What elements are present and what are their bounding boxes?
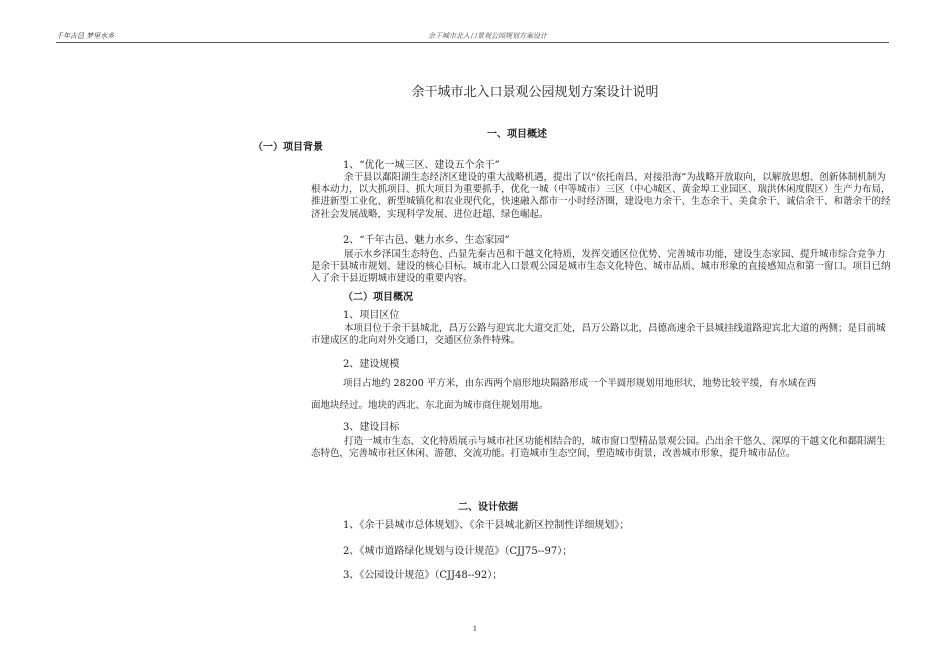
item-2-2-paragraph-line-1: 项目占地约 28200 平方米，由东西两个扇形地块隔路形成一个半圆形规划用地形状，地势比较平缓，有水域在西 <box>343 378 817 389</box>
item-2-1-paragraph: 本项目位于余干县城北，昌万公路与迎宾北大道交汇处，昌万公路以北，昌德高速余干县城挂线道路迎宾北大道的两侧；是目前城市建成区的北向对外交通口，交通区位条件特殊。 <box>311 323 886 347</box>
document-title: 余干城市北入口景观公园规划方案设计说明 <box>411 85 659 100</box>
item-2-2-title: 2、建设规模 <box>343 359 400 370</box>
header-center-text: 余干城市北入口景观公园规划方案设计 <box>428 32 547 40</box>
basis-item-3: 3、《公园设计规范》（CJJ48--92）； <box>343 570 503 581</box>
page-number: 1 <box>472 625 478 633</box>
item-2-1-title: 1、项目区位 <box>343 310 400 321</box>
header-divider <box>56 42 889 43</box>
subsection-2-heading: （二）项目概况 <box>343 292 413 303</box>
item-2-2-paragraph-line-2: 面地块经过。地块的西北、东北面为城市商住规划用地。 <box>311 400 549 411</box>
item-1-1-title: 1、“优化一城三区、建设五个余干” <box>343 160 500 171</box>
item-1-2-paragraph: 展示水乡泽国生态特色、凸显先秦古邑和干越文化特质，发挥交通区位优势、完善城市功能，建设生态家园、提升城市综合竞争力是余干县城市规划、建设的核心目标。城市北入口景观公园是城市生态文化特色、城市品质、城市形象的直接感知点和第一窗口。项目已纳入了余干县近期城市建设的重要内容。 <box>311 249 891 285</box>
item-1-2-title: 2、“千年古邑、魅力水乡、生态家园” <box>343 235 510 246</box>
section-1-heading: 一、项目概述 <box>487 129 547 140</box>
section-2-heading: 二、设计依据 <box>458 502 518 513</box>
basis-item-1: 1、《余干县城市总体规划》、《余干县城北新区控制性详细规划》； <box>343 520 630 531</box>
basis-item-2: 2、《城市道路绿化规划与设计规范》（CJJ75--97）； <box>343 546 573 557</box>
item-2-3-paragraph: 打造一城市生态、文化特质展示与城市社区功能相结合的，城市窗口型精品景观公园。凸出余干悠久、深厚的干越文化和鄱阳湖生态特色，完善城市社区休闲、游憩、交流功能。打造城市生态空间，塑造城市街景，改善城市形象，提升城市品位。 <box>311 436 886 460</box>
header-left-text: 千年古邑 梦里水乡 <box>56 32 115 40</box>
item-2-3-title: 3、建设目标 <box>343 422 400 433</box>
item-1-1-paragraph: 余干县以鄱阳湖生态经济区建设的重大战略机遇，提出了以“依托南昌、对接沿海”为战略开放取向，以解放思想、创新体制机制为根本动力，以大抓项目、抓大项目为重要抓手，优化一城（中等城市）三区（中心城区、黄金埠工业园区、瑞洪休闲度假区）生产力布局，推进新型工业化、新型城镇化和农业现代化，快速融入都市一小时经济圈，建设电力余干、生态余干、美食余干、诚信余干、和谐余干的经济社会发展战略，实现科学发展、进位赶超、绿色崛起。 <box>311 172 891 220</box>
subsection-1-heading: （一）项目背景 <box>253 142 323 153</box>
